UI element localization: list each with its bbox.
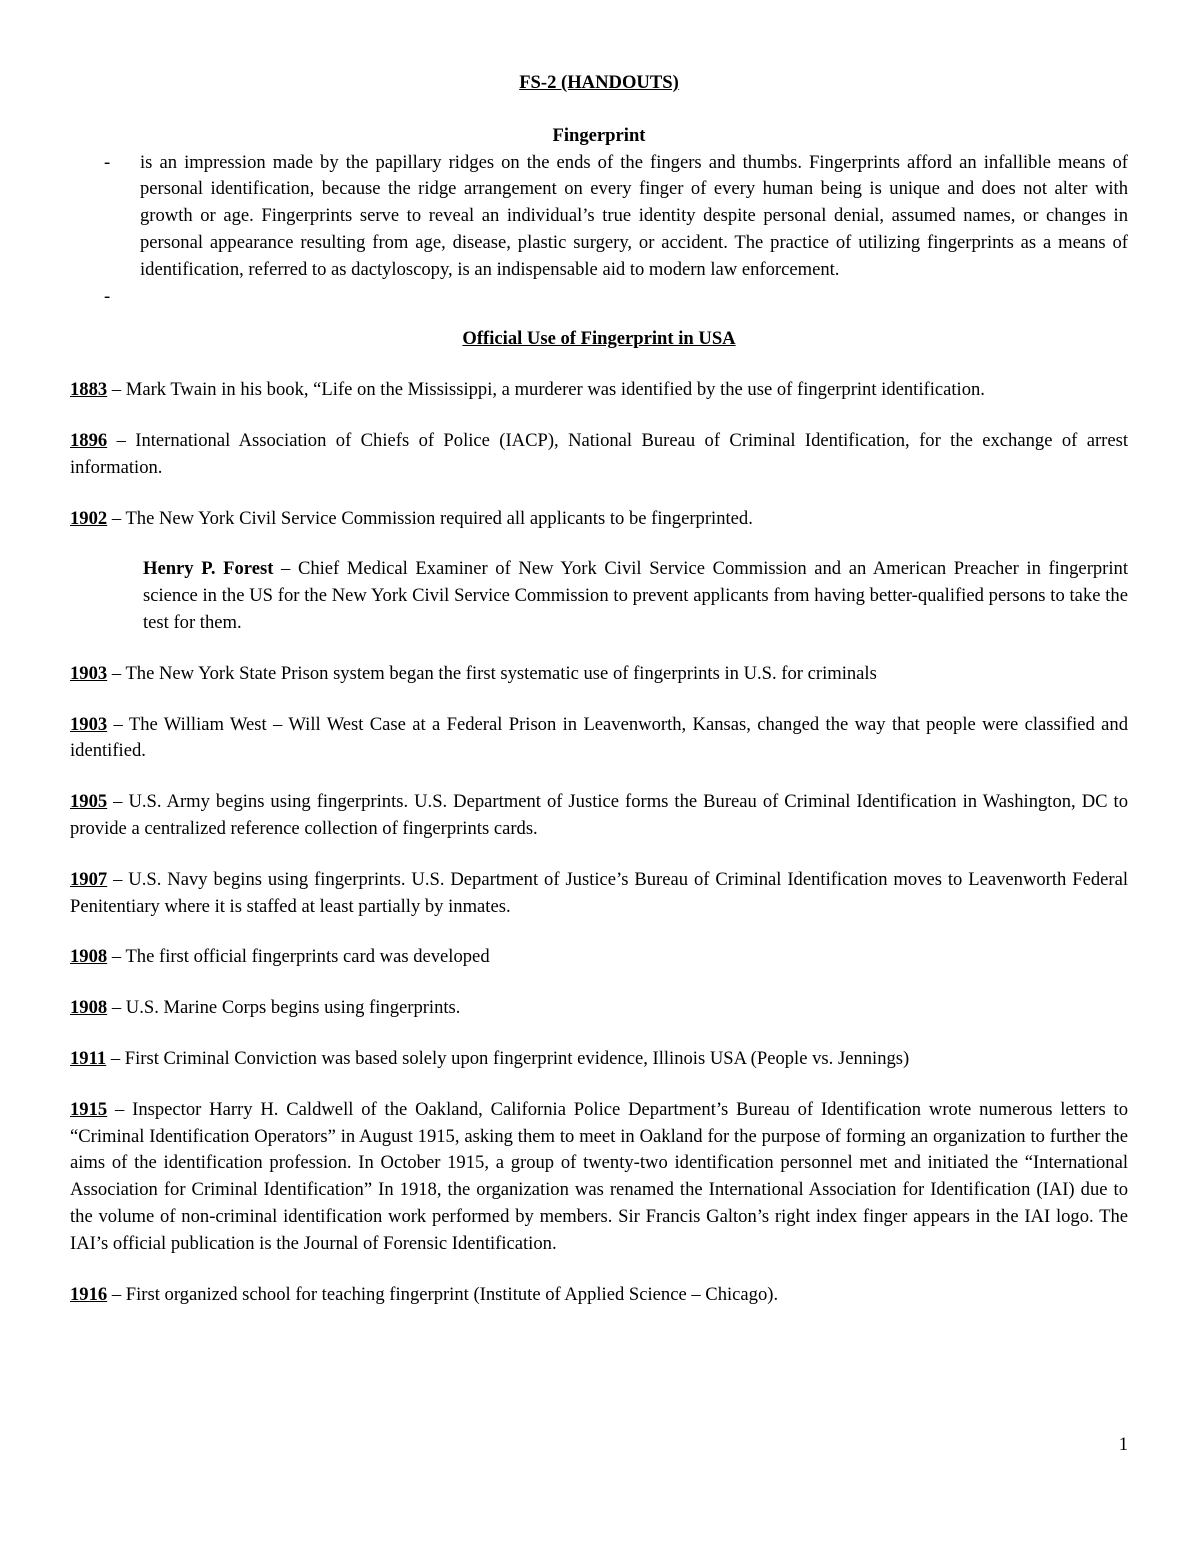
document-title: FS-2 (HANDOUTS) xyxy=(519,72,679,93)
definition-item xyxy=(70,150,1128,284)
page-number: 1 xyxy=(1118,1434,1128,1455)
timeline-entry-1916 xyxy=(70,1282,1128,1309)
bullet-dash: - xyxy=(104,151,111,173)
timeline-entry-1908b xyxy=(70,995,1128,1022)
entry-text: – U.S. Navy begins using fingerprints. U.S. Department of Justice’s Bureau of Criminal Identification moves to Leavenworth Federal Penitentiary where it is staffed at least partially by inmates. xyxy=(70,868,1128,917)
entry-text: – Mark Twain in his book, “Life on the Mississippi, a murderer was identified by the use of fingerprint identification. xyxy=(107,379,985,401)
timeline-entry-1896 xyxy=(70,428,1128,482)
empty-bullet-item xyxy=(70,284,1128,311)
document-page xyxy=(70,70,1128,1308)
henry-forest-note xyxy=(143,556,1128,636)
timeline-entry-1907 xyxy=(70,867,1128,921)
timeline-entry-1883 xyxy=(70,377,1128,404)
entry-year: 1902 xyxy=(70,507,108,529)
fingerprint-heading: Fingerprint xyxy=(552,124,646,146)
entry-year: 1915 xyxy=(70,1098,108,1120)
entry-text: – U.S. Marine Corps begins using fingerprints. xyxy=(107,997,461,1019)
entry-text: – The William West – Will West Case at a Federal Prison in Leavenworth, Kansas, changed the way that people were classified and identified. xyxy=(70,713,1128,762)
timeline-entry-1902 xyxy=(70,506,1128,533)
timeline-entry-1903b xyxy=(70,712,1128,766)
timeline-entry-1908a xyxy=(70,944,1128,971)
entry-year: 1905 xyxy=(70,791,108,813)
definition-list xyxy=(70,150,1128,311)
entry-year: 1907 xyxy=(70,868,108,890)
entry-year: 1916 xyxy=(70,1283,108,1305)
entry-text: – The New York State Prison system began the first systematic use of fingerprints in U.S. for criminals xyxy=(107,662,877,684)
entry-year: 1903 xyxy=(70,713,108,735)
entry-text: – The New York Civil Service Commission required all applicants to be fingerprinted. xyxy=(107,507,753,529)
entry-text: – First Criminal Conviction was based solely upon fingerprint evidence, Illinois USA (People vs. Jennings) xyxy=(106,1047,910,1069)
entry-year: 1908 xyxy=(70,946,108,968)
timeline-entry-1915 xyxy=(70,1097,1128,1258)
definition-text: is an impression made by the papillary ridges on the ends of the fingers and thumbs. Fingerprints afford an infallible means of personal identification, because the ridge arrangement on every finger of every human being is unique and does not alter with growth or age. Fingerprints serve to reveal an individual’s true identity despite personal denial, assumed names, or changes in personal appearance resulting from age, disease, plastic surgery, or accident. The practice of utilizing fingerprints as a means of identification, referred to as dactyloscopy, is an indispensable aid to modern law enforcement. xyxy=(140,151,1128,280)
person-description: – Chief Medical Examiner of New York Civil Service Commission and an American Preacher in fingerprint science in the US for the New York Civil Service Commission to prevent applicants from having better-qualified persons to take the test for them. xyxy=(143,558,1128,633)
usa-section-heading: Official Use of Fingerprint in USA xyxy=(462,328,736,350)
person-name: Henry P. Forest xyxy=(143,558,274,580)
bullet-dash: - xyxy=(104,285,111,307)
entry-text: – U.S. Army begins using fingerprints. U.S. Department of Justice forms the Bureau of Criminal Identification in Washington, DC to provide a centralized reference collection of fingerprints cards. xyxy=(70,791,1128,839)
timeline-entry-1903a xyxy=(70,661,1128,688)
entry-year: 1903 xyxy=(70,662,108,684)
entry-year: 1911 xyxy=(70,1047,107,1069)
entry-text: – The first official fingerprints card was developed xyxy=(107,946,490,968)
entry-year: 1883 xyxy=(70,379,108,401)
entry-year: 1896 xyxy=(70,429,108,451)
entry-text: – International Association of Chiefs of Police (IACP), National Bureau of Criminal Identification, for the exchange of arrest information. xyxy=(70,429,1128,478)
entry-text: – Inspector Harry H. Caldwell of the Oakland, California Police Department’s Bureau of Identification wrote numerous letters to “Criminal Identification Operators” in August 1915, asking them to meet in Oakland for the purpose of forming an organization to further the aims of the identification profession. In October 1915, a group of twenty-two identification personnel met and initiated the “International Association for Criminal Identification” In 1918, the organization was renamed the International Association for Identification (IAI) due to the volume of non-criminal identification work performed by members. Sir Francis Galton’s right index finger appears in the IAI logo. The IAI’s official publication is the Journal of Forensic Identification. xyxy=(70,1098,1128,1254)
timeline-entry-1905 xyxy=(70,789,1128,843)
entry-text: – First organized school for teaching fingerprint (Institute of Applied Science – Chicago). xyxy=(107,1283,779,1305)
timeline-entry-1911 xyxy=(70,1046,1128,1073)
entry-year: 1908 xyxy=(70,997,108,1019)
